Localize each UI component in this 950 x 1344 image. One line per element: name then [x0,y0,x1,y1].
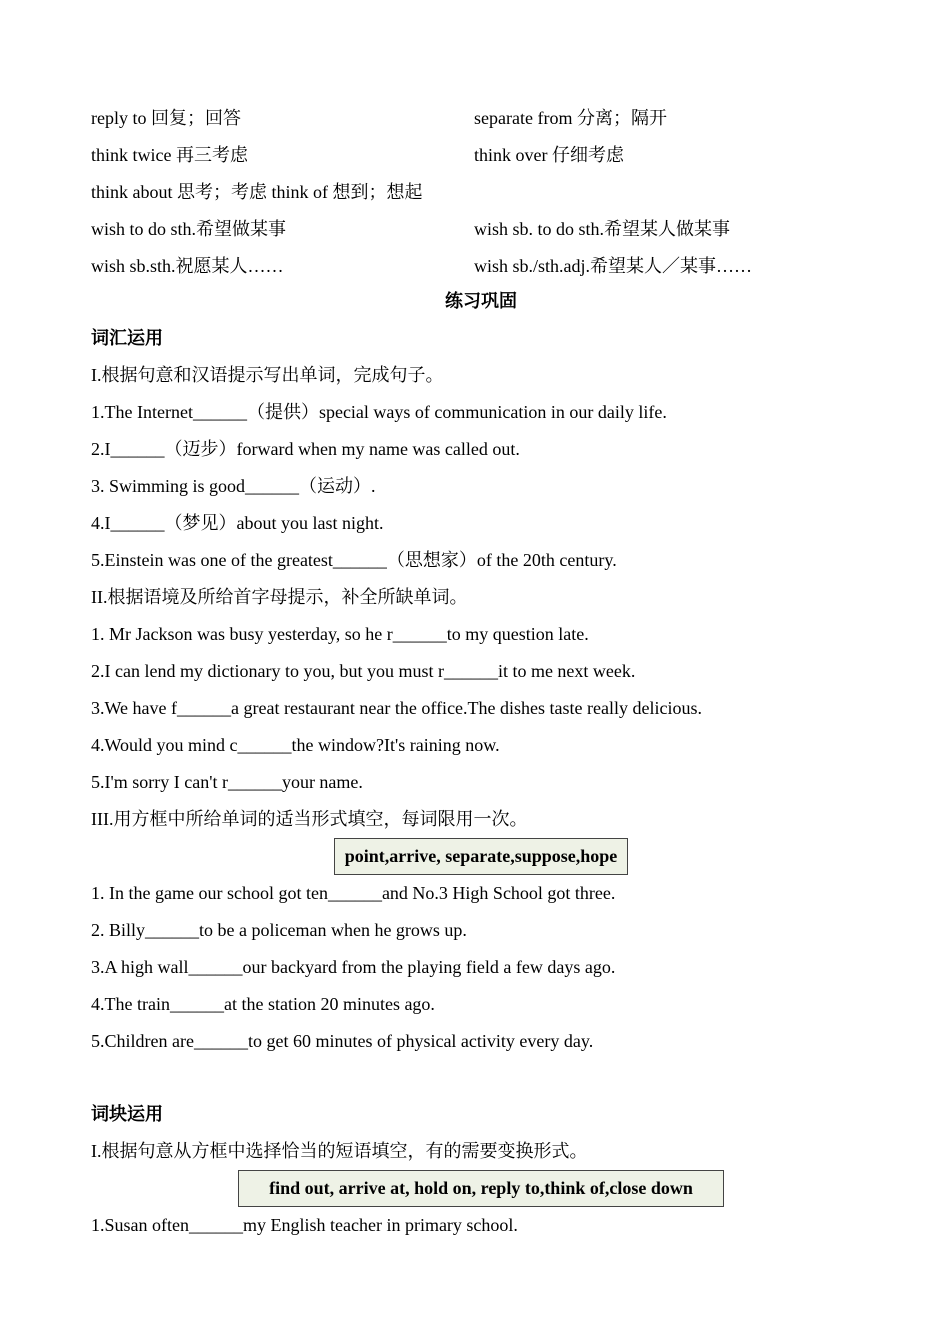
phrase-list [91,98,871,283]
phrase-right: wish sb. to do sth.希望某人做某事 [474,218,731,239]
phrase-box: find out, arrive at, hold on, reply to,think of,close down [238,1170,724,1207]
question: 1.The Internet______（提供）special ways of communication in our daily life. [91,402,667,422]
word-box: point,arrive, separate,suppose,hope [334,838,629,875]
chunk-part1 [91,1133,871,1244]
question: 4.The train______at the station 20 minutes ago. [91,994,435,1014]
part3-instruction: III.用方框中所给单词的适当形式填空，每词限用一次。 [91,809,528,829]
phrase-row [91,98,871,135]
phrase-box-container [91,1170,871,1207]
question: 2.I______（迈步）forward when my name was called out. [91,439,520,459]
part1 [91,357,871,579]
question: 3. Swimming is good______（运动）. [91,476,376,496]
part2-instruction: II.根据语境及所给首字母提示，补全所缺单词。 [91,587,468,607]
phrase-row [91,209,871,246]
part1-instruction: I.根据句意和汉语提示写出单词，完成句子。 [91,365,444,385]
phrase-left: reply to 回复；回答 [91,107,241,128]
question: 1. Mr Jackson was busy yesterday, so he r______to my question late. [91,624,589,644]
question: 5.Einstein was one of the greatest______（思想家）of the 20th century. [91,550,617,570]
phrase-right: think over 仔细考虑 [474,144,624,165]
word-box-container [91,838,871,875]
practice-title: 练习巩固 [445,291,517,311]
vocab-section-title: 词汇运用 [91,328,163,348]
question: 1.Susan often______my English teacher in primary school. [91,1215,518,1235]
phrase-row [91,172,871,209]
chunk-section-title: 词块运用 [91,1104,163,1124]
phrase-right: separate from 分离；隔开 [474,107,667,128]
question: 3.We have f______a great restaurant near the office.The dishes taste really delicious. [91,698,702,718]
question: 5.Children are______to get 60 minutes of physical activity every day. [91,1031,594,1051]
question: 1. In the game our school got ten______and No.3 High School got three. [91,883,616,903]
part3 [91,801,871,1060]
question: 5.I'm sorry I can't r______your name. [91,772,363,792]
phrase-row [91,135,871,172]
phrase-row [91,246,871,283]
question: 3.A high wall______our backyard from the playing field a few days ago. [91,957,616,977]
phrase-left: wish to do sth.希望做某事 [91,218,287,239]
phrase-left: wish sb.sth.祝愿某人…… [91,255,284,276]
question: 4.I______（梦见）about you last night. [91,513,384,533]
question: 2.I can lend my dictionary to you, but you must r______it to me next week. [91,661,636,681]
chunk-part1-instruction: I.根据句意从方框中选择恰当的短语填空，有的需要变换形式。 [91,1141,588,1161]
question: 4.Would you mind c______the window?It's raining now. [91,735,500,755]
phrase-right: wish sb./sth.adj.希望某人／某事…… [474,255,753,276]
phrase-left: think twice 再三考虑 [91,144,248,165]
worksheet-page [91,98,871,1244]
phrase-left: think about 思考；考虑 think of 想到；想起 [91,181,423,202]
question: 2. Billy______to be a policeman when he grows up. [91,920,467,940]
part2 [91,579,871,801]
section-spacer [91,1060,871,1096]
